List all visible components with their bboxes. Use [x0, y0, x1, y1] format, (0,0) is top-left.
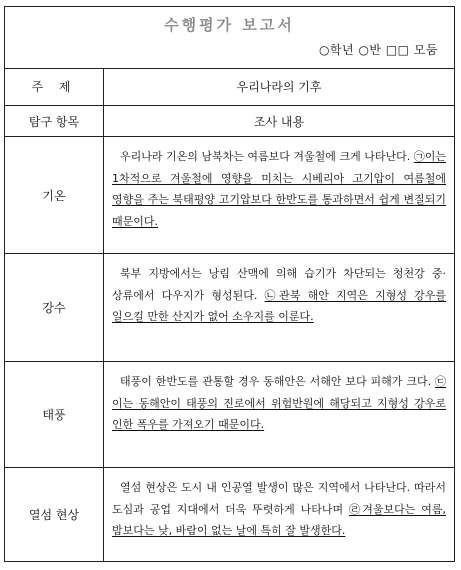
content-header: 조사 내용 [253, 114, 305, 129]
content-text: 태풍이 한반도를 관통할 경우 동해안은 서해안 보다 피해가 크다. [120, 375, 435, 388]
subject-value: 우리나라의 기후 [236, 80, 322, 94]
column-header-row [5, 106, 454, 137]
class-group-info: ○학년 ○반 □□ 모둠 [318, 43, 438, 57]
content-text: 우리나라 기온의 남북차는 여름보다 겨울철에 크게 나타난다. [120, 150, 414, 163]
underlined-text: ㉣겨울보다는 여름, 밤보다는 낮, 바람이 없는 날에 특히 잘 발생한다. [112, 502, 446, 537]
row-temperature [5, 137, 454, 254]
row-content [104, 137, 454, 253]
underlined-text: ㉢이는 동해안이 태풍의 진로에서 위험반원에 해당되고 지형성 강우로 인한 폭우를 가져오기 때문이다. [112, 375, 446, 431]
content-text: 열섬 현상은 도시 내 인공열 발생이 많은 지역에서 나타난다. 따라서 도심과 공업 지대에서 더욱 뚜렷하게 나타나며 [112, 481, 446, 516]
row-label: 열섬 현상 [5, 468, 104, 561]
underlined-text: ㉡관북 해안 지역은 지형성 강우를 일으킬 만한 산지가 없어 소우지를 이룬다. [112, 288, 446, 323]
row-typhoon [5, 362, 454, 468]
row-precipitation [5, 254, 454, 362]
title-row [5, 7, 454, 69]
item-header: 탐구 항목 [5, 106, 104, 136]
row-label: 기온 [5, 137, 104, 253]
subject-row [5, 68, 454, 106]
underlined-text: ㉠이는 1차적으로 겨울철에 영향을 미치는 시베리아 고기압이 여름철에 영향을 주는 북태평양 고기압보다 한반도를 통과하면서 쉽게 변질되기 때문이다. [112, 150, 446, 228]
row-content [104, 468, 454, 561]
report-title: 수행평가 보고서 [164, 16, 295, 34]
row-content [104, 362, 454, 467]
row-label: 태풍 [5, 362, 104, 467]
subject-label: 주 제 [5, 68, 104, 105]
content-text: 북부 지방에서는 낭림 산맥에 의해 습기가 차단되는 청천강 중·상류에서 다우지가 형성된다. [112, 267, 446, 302]
row-content [104, 254, 454, 361]
row-label: 강수 [5, 254, 104, 361]
row-heat-island [5, 468, 454, 561]
report-sheet [4, 6, 455, 562]
